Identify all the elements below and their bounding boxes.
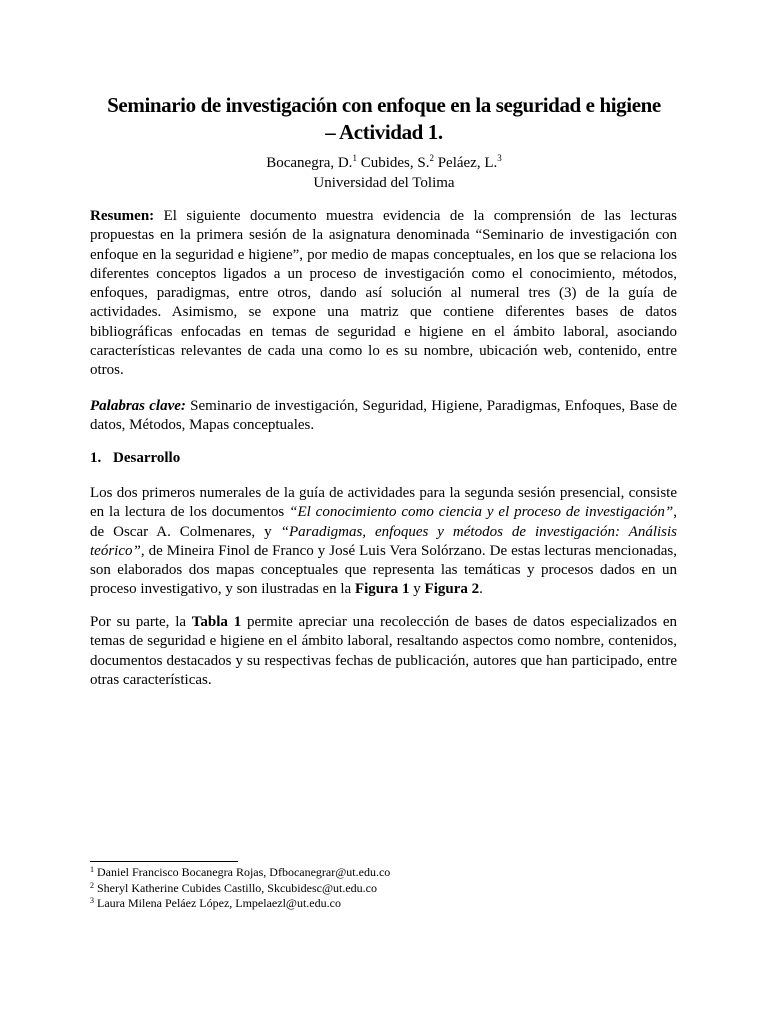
footnote-text: Sheryl Katherine Cubides Castillo, Skcubidesc@ut.edu.co (97, 880, 378, 895)
text-run: Los dos primeros numerales de la guía de actividades para la segunda sesión presencial, consiste en la lectura de los documentos (90, 485, 677, 521)
text-run: permite apreciar una recolección de bases de datos especializados en temas de seguridad e higiene en el ámbito laboral, resaltando aspectos como nombre, contenidos, documentos destacados y su respectivas fechas de publicación, autores que han participado, entre otras características. (90, 614, 677, 688)
title-line-2: – Actividad 1. (325, 120, 443, 144)
footnote (90, 865, 390, 881)
figure-reference: Figura 1 (354, 581, 410, 598)
figure-reference: Figura 2 (424, 581, 480, 598)
footnote-text: Daniel Francisco Bocanegra Rojas, Dfbocanegrar@ut.edu.co (97, 865, 391, 879)
abstract-text: El siguiente documento muestra evidencia de la comprensión de las lecturas propuestas en la primera sesión de la asignatura denominada “Seminario de investigación con enfoque en la seguridad e higiene”, por medio de mapas conceptuales, en los que se relaciona los diferentes conceptos ligados a un proceso de investigación como el conocimiento, métodos, enfoques, paradigmas, entre otros, dando así solución al numeral tres (3) de la guía de actividades. Asimismo, se expone una matriz que contiene diferentes bases de datos bibliográficas enfocadas en temas de seguridad e higiene en el ámbito laboral, asociando características relevantes de cada una como lo es su nombre, ubicación web, contenido, entre otros. (90, 208, 677, 379)
footnote-divider (90, 861, 238, 862)
text-run: , de Mineira Finol de Franco y José Luis Vera Solórzano. De estas lecturas mencionadas, son elaborados dos mapas conceptuales que representa las temáticas y procesos dados en un proceso investigativo, y son ilustradas en la (90, 542, 677, 598)
keywords-paragraph (90, 397, 677, 436)
footnote-text: Laura Milena Peláez López, Lmpelaezl@ut.edu.co (97, 896, 341, 910)
section-title: Desarrollo (113, 450, 181, 466)
table-reference: Tabla 1 (191, 614, 242, 630)
document-title (80, 92, 688, 146)
footnote-marker: 3 (90, 896, 94, 905)
body-paragraph-1 (90, 484, 677, 600)
abstract-label: Resumen: (90, 208, 155, 224)
footnote-marker: 1 (90, 865, 94, 874)
title-line-1: Seminario de investigación con enfoque en la seguridad e higiene (107, 93, 661, 117)
text-run: Por su parte, la (90, 614, 192, 630)
abstract-paragraph (90, 207, 677, 381)
footnote-marker: 3 (497, 153, 502, 163)
author-name: Cubides, S. (360, 155, 430, 171)
text-run: , de Oscar A. Colmenares, y (90, 504, 677, 540)
footnotes (90, 865, 390, 912)
cited-document-title: “El conocimiento como ciencia y el proceso de investigación” (289, 504, 674, 521)
footnote (90, 881, 390, 897)
affiliation: Universidad del Tolima (313, 175, 455, 191)
author-name: Peláez, L. (437, 155, 498, 171)
section-number: 1. (90, 450, 102, 466)
cited-document-title: “Paradigmas, enfoques y métodos de investigación: Análisis teórico” (90, 523, 677, 559)
footnote-marker: 2 (429, 153, 434, 163)
section-heading (90, 449, 180, 468)
keywords-label: Palabras clave: (90, 398, 186, 414)
footnote (90, 896, 390, 912)
body-paragraph-2 (90, 613, 677, 690)
footnote-marker: 1 (352, 153, 357, 163)
author-name: Bocanegra, D. (266, 155, 353, 171)
text-run: y (409, 581, 425, 598)
footnote-marker: 2 (90, 880, 94, 890)
author-list (0, 154, 768, 173)
keywords-text: Seminario de investigación, Seguridad, Higiene, Paradigmas, Enfoques, Base de datos, Métodos, Mapas conceptuales. (90, 398, 678, 434)
text-run: . (479, 581, 483, 598)
